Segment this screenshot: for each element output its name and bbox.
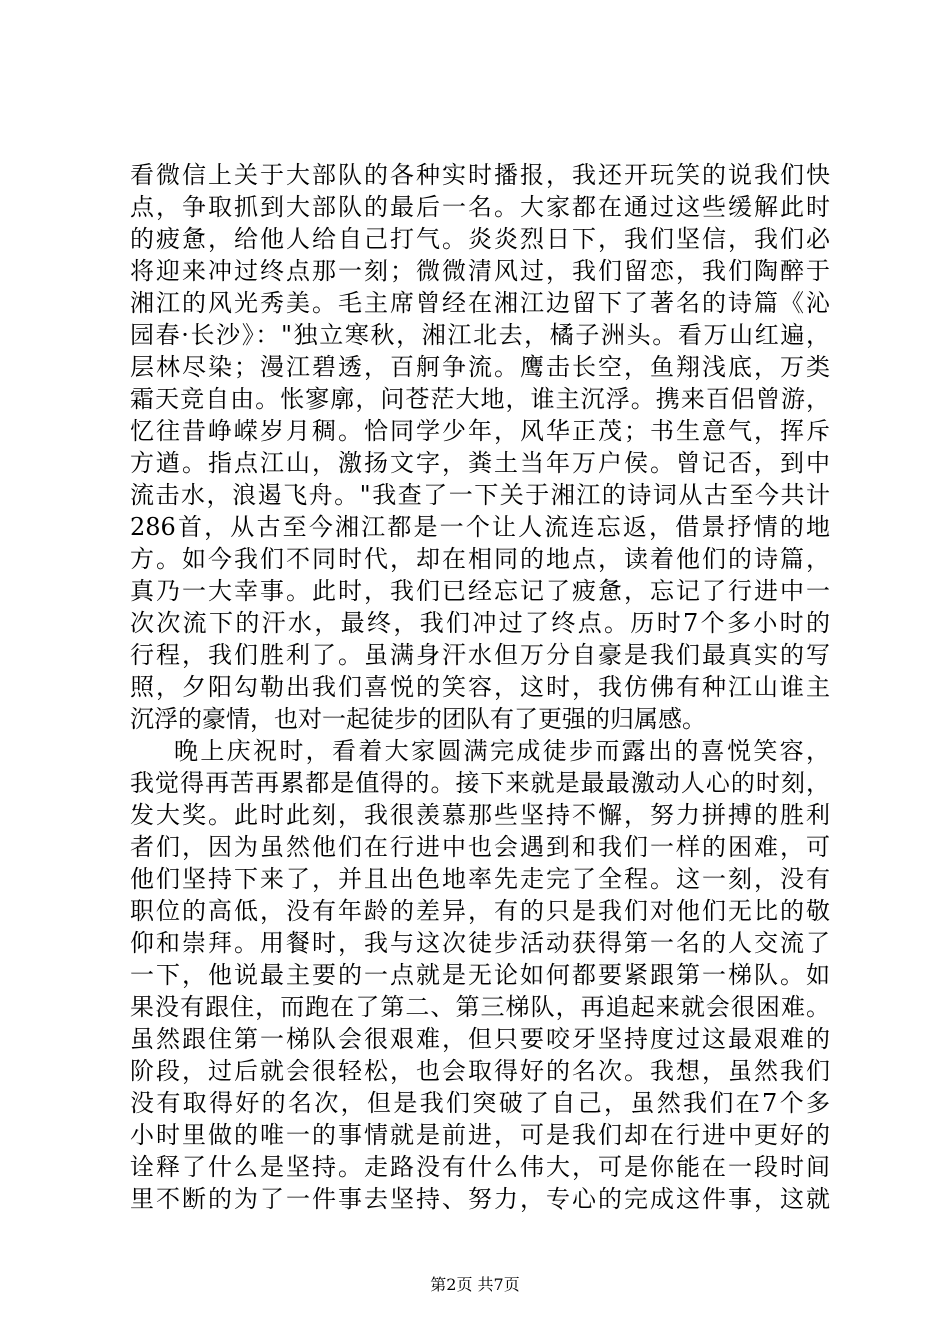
text-line: 方遒。指点江山，激扬文字，粪土当年万户侯。曾记否，到中 bbox=[130, 449, 830, 477]
text-line: 层林尽染；漫江碧透，百舸争流。鹰击长空，鱼翔浅底，万类 bbox=[130, 353, 830, 381]
text-line: 湘江的风光秀美。毛主席曾经在湘江边留下了著名的诗篇《沁 bbox=[130, 289, 830, 317]
text-line: 点，争取抓到大部队的最后一名。大家都在通过这些缓解此时 bbox=[130, 193, 830, 221]
text-line: 园春·长沙》："独立寒秋，湘江北去，橘子洲头。看万山红遍， bbox=[130, 321, 830, 349]
text-line: 次次流下的汗水，最终，我们冲过了终点。历时7个多小时的 bbox=[130, 609, 830, 637]
text-line: 我觉得再苦再累都是值得的。接下来就是最最激动人心的时刻， bbox=[130, 769, 830, 797]
text-line: 照，夕阳勾勒出我们喜悦的笑容，这时，我仿佛有种江山谁主 bbox=[130, 673, 830, 701]
text-line: 仰和崇拜。用餐时，我与这次徒步活动获得第一名的人交流了 bbox=[130, 929, 830, 957]
text-line: 的疲惫，给他人给自己打气。炎炎烈日下，我们坚信，我们必 bbox=[130, 225, 830, 253]
text-line: 发大奖。此时此刻，我很羡慕那些坚持不懈，努力拼搏的胜利 bbox=[130, 801, 830, 829]
page-footer: 第2页 共7页 bbox=[430, 1275, 520, 1294]
text-line: 沉浮的豪情，也对一起徒步的团队有了更强的归属感。 bbox=[130, 705, 706, 733]
text-line: 阶段，过后就会很轻松，也会取得好的名次。我想，虽然我们 bbox=[130, 1057, 830, 1085]
text-line: 小时里做的唯一的事情就是前进，可是我们却在行进中更好的 bbox=[130, 1121, 830, 1149]
text-line: 流击水，浪遏飞舟。"我查了一下关于湘江的诗词从古至今共计 bbox=[130, 481, 830, 509]
text-line: 诠释了什么是坚持。走路没有什么伟大，可是你能在一段时间 bbox=[130, 1153, 830, 1181]
text-line: 虽然跟住第一梯队会很艰难，但只要咬牙坚持度过这最艰难的 bbox=[130, 1025, 830, 1053]
text-line: 果没有跟住，而跑在了第二、第三梯队，再追起来就会很困难。 bbox=[130, 993, 830, 1021]
text-line: 看微信上关于大部队的各种实时播报，我还开玩笑的说我们快 bbox=[130, 161, 830, 189]
text-line: 忆往昔峥嵘岁月稠。恰同学少年，风华正茂；书生意气，挥斥 bbox=[130, 417, 830, 445]
text-line: 职位的高低，没有年龄的差异，有的只是我们对他们无比的敬 bbox=[130, 897, 830, 925]
text-line: 方。如今我们不同时代，却在相同的地点，读着他们的诗篇， bbox=[130, 545, 830, 573]
text-line: 没有取得好的名次，但是我们突破了自己，虽然我们在7个多 bbox=[130, 1089, 830, 1117]
text-line: 将迎来冲过终点那一刻；微微清风过，我们留恋，我们陶醉于 bbox=[130, 257, 830, 285]
text-line: 者们，因为虽然他们在行进中也会遇到和我们一样的困难，可 bbox=[130, 833, 830, 861]
text-line: 一下，他说最主要的一点就是无论如何都要紧跟第一梯队。如 bbox=[130, 961, 830, 989]
text-line: 里不断的为了一件事去坚持、努力，专心的完成这件事，这就 bbox=[130, 1185, 830, 1213]
text-line: 他们坚持下来了，并且出色地率先走完了全程。这一刻，没有 bbox=[130, 865, 830, 893]
text-line: 真乃一大幸事。此时，我们已经忘记了疲惫，忘记了行进中一 bbox=[130, 577, 830, 605]
text-line: 286首，从古至今湘江都是一个让人流连忘返，借景抒情的地 bbox=[130, 513, 830, 541]
body-text bbox=[130, 159, 830, 1215]
text-line: 行程，我们胜利了。虽满身汗水但万分自豪是我们最真实的写 bbox=[130, 641, 830, 669]
text-line: 晚上庆祝时，看着大家圆满完成徒步而露出的喜悦笑容， bbox=[174, 737, 830, 765]
text-line: 霜天竞自由。怅寥廓，问苍茫大地，谁主沉浮。携来百侣曾游， bbox=[130, 385, 830, 413]
